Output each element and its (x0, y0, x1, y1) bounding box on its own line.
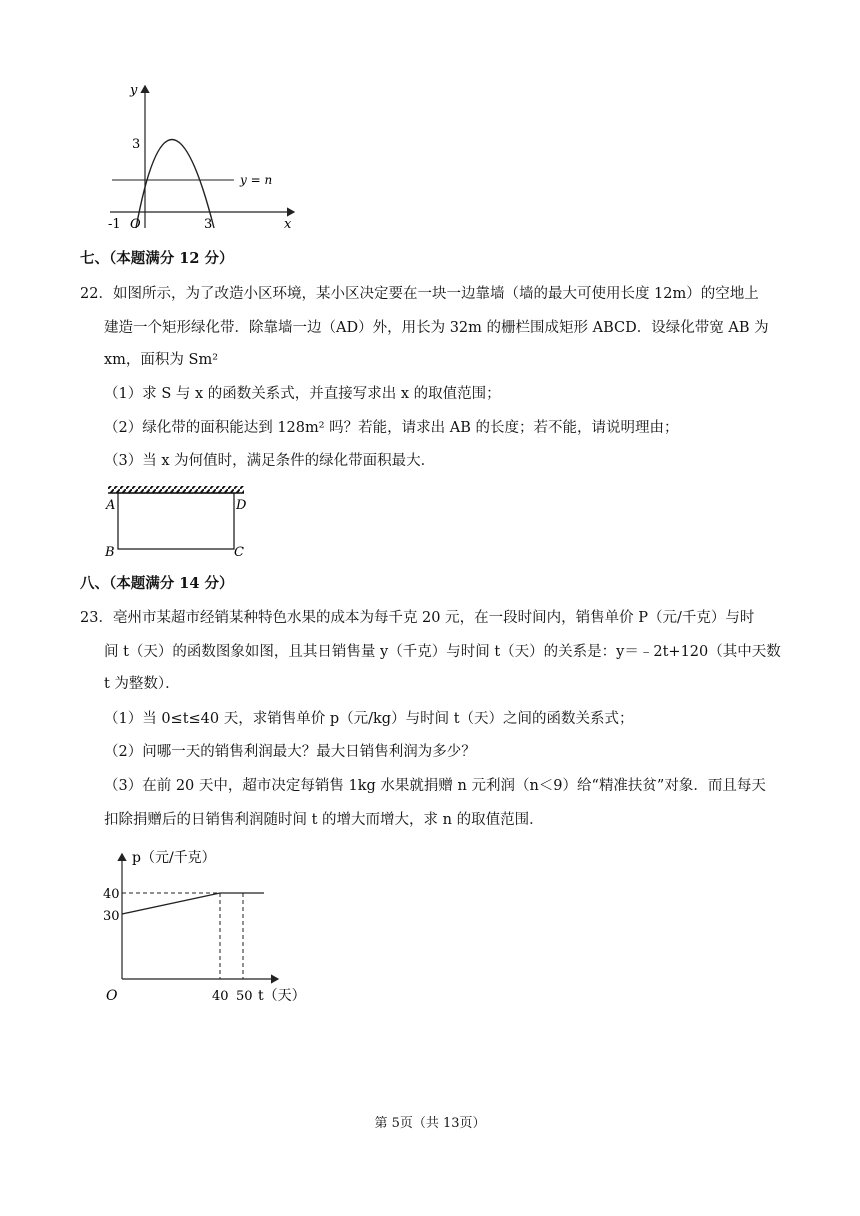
label-C: C (234, 545, 244, 560)
q22-number: 22． (80, 286, 113, 302)
q22-line1 (80, 284, 759, 304)
q23-text1: 亳州市某超市经销某种特色水果的成本为每千克 20 元，在一段时间内，销售单价 P（元/千克）与时 (112, 610, 755, 626)
origin-label: O (130, 217, 141, 232)
label-A: A (106, 498, 116, 513)
q23-line2: 间 t（天）的函数图象如图，且其日销售量 y（千克）与时间 t（天）的关系是：y＝﹣2t+120（其中天数 (104, 644, 781, 660)
q22-part1: （1）求 S 与 x 的函数关系式，并直接写求出 x 的取值范围； (104, 386, 501, 402)
section-8-title: 八、（本题满分 14 分） (80, 575, 234, 592)
x-tick-neg1: -1 (108, 217, 121, 232)
q23-part1: （1）当 0≤t≤40 天，求销售单价 p（元/kg）与时间 t（天）之间的函数关系式； (104, 711, 634, 727)
t-tick-40: 40 (212, 989, 229, 1004)
q23-part3a: （3）在前 20 天中，超市决定每销售 1kg 水果就捐赠 n 元利润（n＜9）给“精准扶贫”对象．而且每天 (104, 778, 766, 794)
label-B: B (105, 545, 115, 560)
q22-part3: （3）当 x 为何值时，满足条件的绿化带面积最大． (104, 453, 436, 469)
t-axis-label: t（天） (258, 988, 306, 1004)
wall-hatch (108, 486, 244, 493)
line-label: y = n (240, 173, 273, 187)
x-tick-3: 3 (204, 217, 213, 232)
parabola-curve (136, 140, 214, 229)
rectangle-figure (102, 482, 252, 560)
p-axis-label: p（元/千克） (132, 850, 216, 866)
origin-label: O (106, 988, 118, 1004)
price-time-graph (100, 842, 330, 1012)
parabola-graph (100, 78, 300, 234)
page-footer: 第 5页（共 13页） (374, 1116, 486, 1131)
p-tick-30: 30 (103, 909, 120, 924)
green-belt-rect (118, 493, 234, 549)
q23-line3: t 为整数）． (104, 676, 180, 692)
price-segment-rising (122, 893, 220, 914)
q23-line1 (80, 608, 754, 628)
q22-text1: 如图所示，为了改造小区环境，某小区决定要在一块一边靠墙（墙的最大可使用长度 12m）的空地上 (112, 286, 759, 302)
t-tick-50: 50 (236, 989, 253, 1004)
p-tick-40: 40 (103, 887, 120, 902)
q22-line2: 建造一个矩形绿化带．除靠墙一边（AD）外，用长为 32m 的栅栏围成矩形 ABCD．设绿化带宽 AB 为 (104, 320, 769, 336)
q23-number: 23． (80, 610, 113, 626)
label-D: D (236, 498, 247, 513)
q22-part2: （2）绿化带的面积能达到 128m² 吗？若能，请求出 AB 的长度；若不能，请说明理由； (104, 420, 679, 436)
q23-part2: （2）问哪一天的销售利润最大？最大日销售利润为多少？ (104, 744, 476, 760)
x-axis-label: x (284, 217, 292, 232)
y-axis-label: y (130, 83, 138, 98)
q22-line3: xm，面积为 Sm² (104, 352, 219, 368)
section-7-title: 七、（本题满分 12 分） (80, 250, 234, 267)
y-tick-3: 3 (132, 137, 141, 152)
q23-part3b: 扣除捐赠后的日销售利润随时间 t 的增大而增大，求 n 的取值范围． (104, 812, 544, 828)
